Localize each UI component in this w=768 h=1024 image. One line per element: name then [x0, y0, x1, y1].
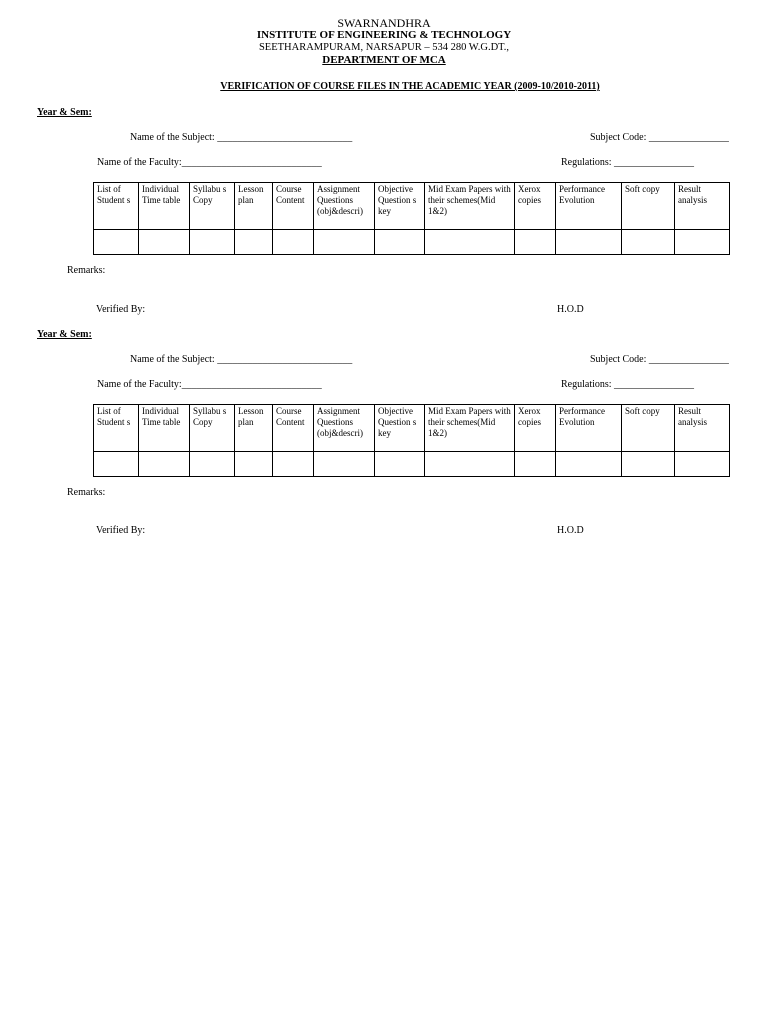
institution-address: SEETHARAMPURAM, NARSAPUR – 534 280 W.G.DT., — [258, 42, 510, 53]
remarks-label: Remarks: — [67, 487, 106, 498]
table-cell — [515, 452, 556, 477]
table-cell — [235, 452, 273, 477]
table-row — [94, 452, 730, 477]
institution-name: SWARNANDHRA — [337, 16, 431, 30]
column-header: Assignment Questions (obj&descri) — [314, 183, 375, 230]
hod-label: H.O.D — [557, 304, 584, 315]
table-cell — [556, 230, 622, 255]
remarks-label: Remarks: — [67, 265, 106, 276]
table-cell — [622, 230, 675, 255]
column-header: Soft copy — [622, 183, 675, 230]
table-cell — [425, 452, 515, 477]
regulations-field: Regulations: ________________ — [561, 379, 695, 390]
table-cell — [375, 230, 425, 255]
column-header: Result analysis — [675, 183, 730, 230]
table-cell — [556, 452, 622, 477]
column-header: Course Content — [273, 405, 314, 452]
column-header: Xerox copies — [515, 183, 556, 230]
column-header: Xerox copies — [515, 405, 556, 452]
year-sem-label: Year & Sem: — [37, 107, 92, 118]
subject-name-field: Name of the Subject: ___________________________ — [130, 132, 353, 143]
column-header: Syllabu s Copy — [190, 183, 235, 230]
column-header: Objective Question s key — [375, 183, 425, 230]
table-header-row — [94, 405, 730, 452]
table-cell — [622, 452, 675, 477]
year-sem-label: Year & Sem: — [37, 329, 92, 340]
table-cell — [94, 452, 139, 477]
faculty-name-field: Name of the Faculty:____________________________ — [97, 157, 322, 168]
column-header: Performance Evolution — [556, 183, 622, 230]
table-cell — [375, 452, 425, 477]
document-title: VERIFICATION OF COURSE FILES IN THE ACADEMIC YEAR (2009-10/2010-2011) — [220, 81, 600, 92]
table-cell — [190, 230, 235, 255]
table-cell — [314, 230, 375, 255]
column-header: Lesson plan — [235, 405, 273, 452]
subject-code-field: Subject Code: ________________ — [590, 132, 729, 143]
table-cell — [515, 230, 556, 255]
table-cell — [235, 230, 273, 255]
course-file-table — [93, 404, 730, 477]
column-header: Mid Exam Papers with their schemes(Mid 1&2) — [425, 405, 515, 452]
course-file-table — [93, 182, 730, 255]
verified-by-label: Verified By: — [96, 304, 146, 315]
table-cell — [139, 452, 190, 477]
column-header: Lesson plan — [235, 183, 273, 230]
column-header: Mid Exam Papers with their schemes(Mid 1&2) — [425, 183, 515, 230]
institution-subtitle: INSTITUTE OF ENGINEERING & TECHNOLOGY — [256, 29, 512, 41]
column-header: Individual Time table — [139, 183, 190, 230]
table-cell — [425, 230, 515, 255]
column-header: Performance Evolution — [556, 405, 622, 452]
column-header: List of Student s — [94, 183, 139, 230]
table-cell — [94, 230, 139, 255]
column-header: Course Content — [273, 183, 314, 230]
table-cell — [314, 452, 375, 477]
column-header: Syllabu s Copy — [190, 405, 235, 452]
column-header: List of Student s — [94, 405, 139, 452]
column-header: Individual Time table — [139, 405, 190, 452]
table-cell — [190, 452, 235, 477]
table-cell — [273, 452, 314, 477]
table-row — [94, 230, 730, 255]
table-cell — [273, 230, 314, 255]
faculty-name-field: Name of the Faculty:____________________________ — [97, 379, 322, 390]
regulations-field: Regulations: ________________ — [561, 157, 695, 168]
column-header: Objective Question s key — [375, 405, 425, 452]
subject-name-field: Name of the Subject: ___________________________ — [130, 354, 353, 365]
verification-section-2 — [0, 329, 768, 554]
column-header: Result analysis — [675, 405, 730, 452]
table-cell — [675, 230, 730, 255]
verification-section-1 — [0, 107, 768, 332]
hod-label: H.O.D — [557, 525, 584, 536]
verified-by-label: Verified By: — [96, 525, 146, 536]
department-name: DEPARTMENT OF MCA — [322, 54, 446, 66]
column-header: Assignment Questions (obj&descri) — [314, 405, 375, 452]
column-header: Soft copy — [622, 405, 675, 452]
table-cell — [139, 230, 190, 255]
subject-code-field: Subject Code: ________________ — [590, 354, 729, 365]
table-cell — [675, 452, 730, 477]
table-header-row — [94, 183, 730, 230]
